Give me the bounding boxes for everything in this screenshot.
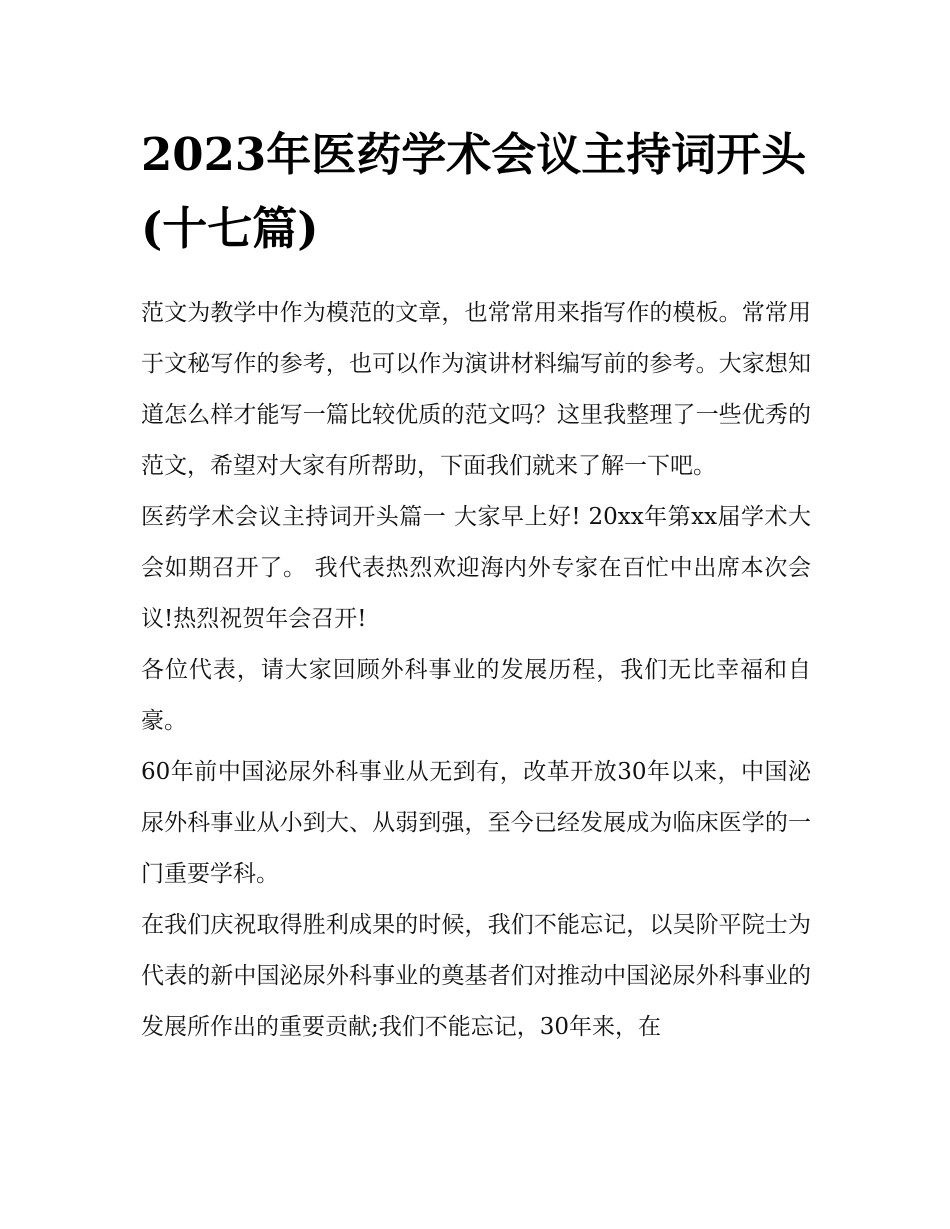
paragraph-tribute: 在我们庆祝取得胜利成果的时候，我们不能忘记，以吴阶平院士为代表的新中国泌尿外科事业的奠基者们对推动中国泌尿外科事业的发展所作出的重要贡献;我们不能忘记，30年来，在: [141, 912, 811, 1040]
paragraph-opening: 医药学术会议主持词开头篇一 大家早上好! 20xx年第xx届学术大会如期召开了。 我代表热烈欢迎海内外专家在百忙中出席本次会议!热烈祝贺年会召开!: [141, 504, 811, 632]
paragraph-history: 60年前中国泌尿外科事业从无到有，改革开放30年以来，中国泌尿外科事业从小到大、从弱到强，至今已经发展成为临床医学的一门重要学科。: [141, 759, 811, 887]
paragraph-intro: 范文为教学中作为模范的文章，也常常用来指写作的模板。常常用于文秘写作的参考，也可以作为演讲材料编写前的参考。大家想知道怎么样才能写一篇比较优质的范文吗？这里我整理了一些优秀的范文，希望对大家有所帮助，下面我们就来了解一下吧。: [141, 300, 811, 479]
document-body: [141, 118, 811, 1053]
document-title: 2023年医药学术会议主持词开头(十七篇): [141, 128, 807, 255]
paragraph-review: 各位代表，请大家回顾外科事业的发展历程，我们无比幸福和自豪。: [141, 657, 811, 734]
